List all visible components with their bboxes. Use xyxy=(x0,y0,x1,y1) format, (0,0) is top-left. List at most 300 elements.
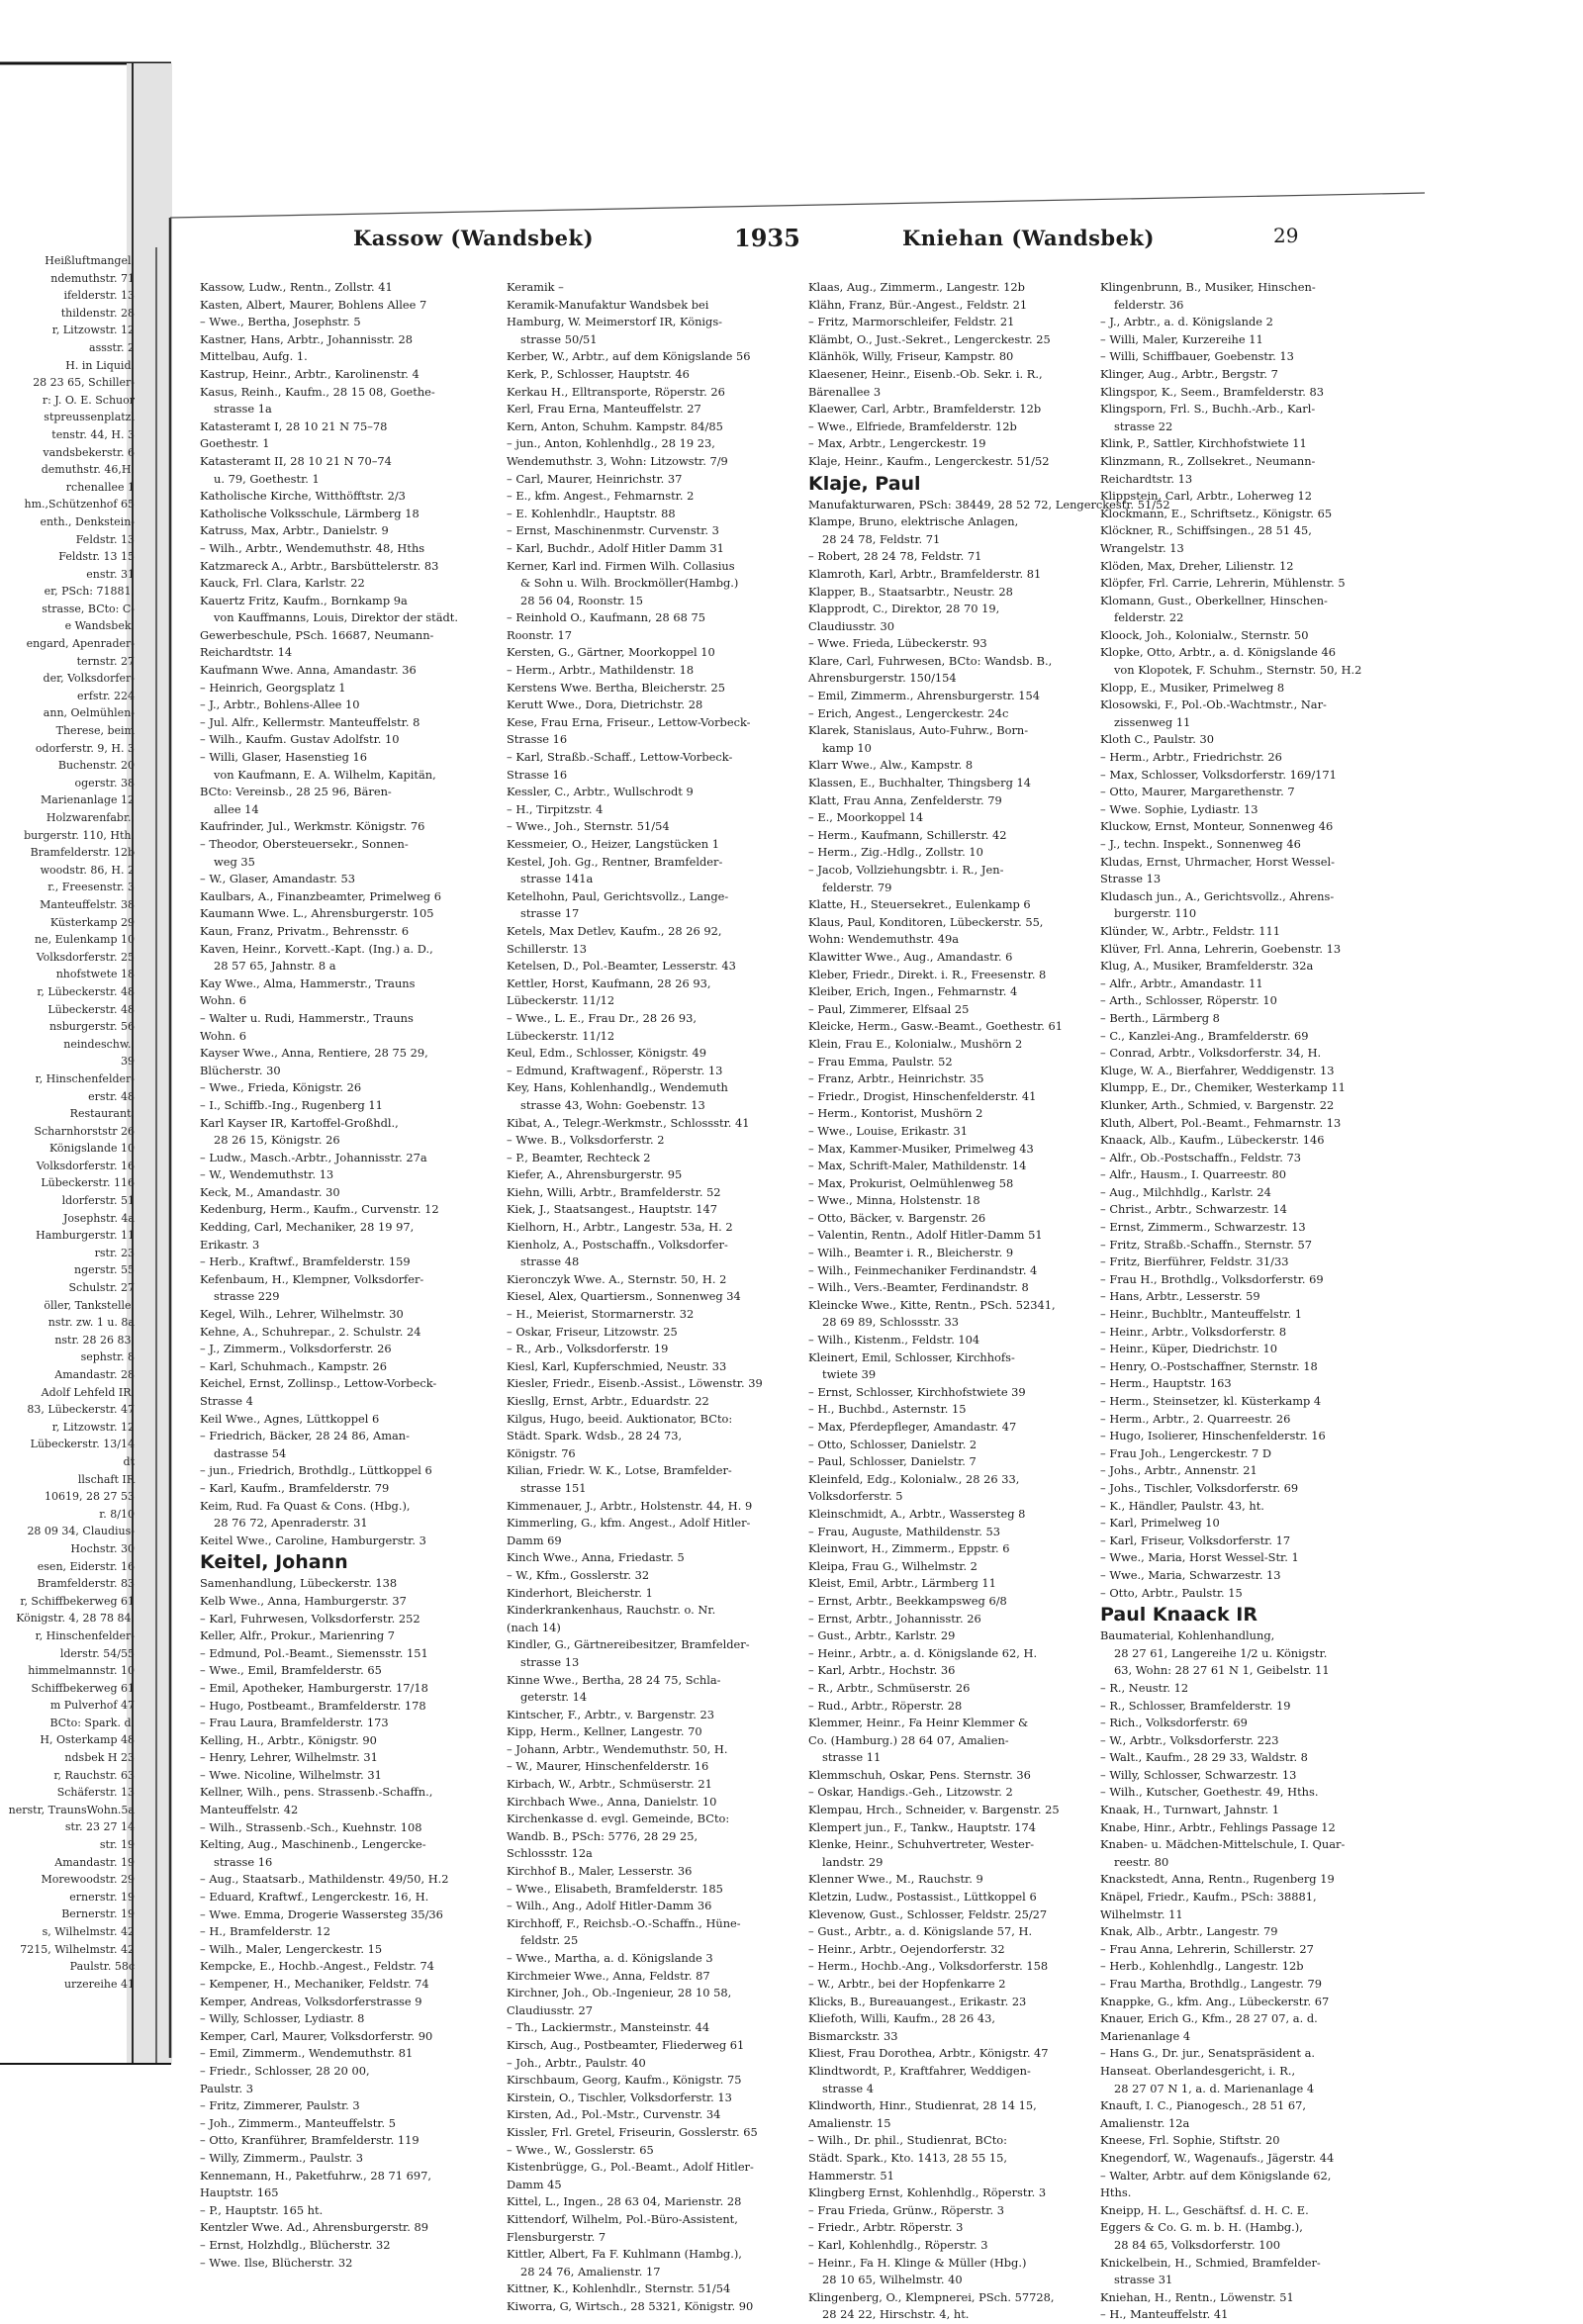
directory-entry-line: Kiesl, Karl, Kupferschmied, Neustr. 33 xyxy=(507,1358,727,1373)
directory-entry-line: – E., Moorkoppel 14 xyxy=(808,810,924,825)
directory-entry-line: – E. Kohlenhdlr., Hauptstr. 88 xyxy=(507,506,676,520)
fragment-line: er, PSch: 71881, xyxy=(44,585,135,599)
directory-entry-line: – Wilh., Kistenm., Feldstr. 104 xyxy=(808,1333,980,1348)
directory-entry-line: – Wilh., Dr. phil., Studienrat, BCto: xyxy=(808,2133,1008,2148)
directory-entry-line: – Herb., Kohlenhdlg., Langestr. 12b xyxy=(1100,1959,1304,1974)
directory-entry-line: – Wwe. Frieda, Lübeckerstr. 93 xyxy=(808,636,987,651)
directory-entry-line: Klaje, Heinr., Kaufm., Lengerckestr. 51/52 xyxy=(808,453,1050,468)
directory-entry-line: Roonstr. 17 xyxy=(507,627,572,642)
directory-entry-line: – Herm., Hochb.-Ang., Volksdorferstr. 158 xyxy=(808,1959,1049,1974)
directory-entry-line: Kinderhort, Bleicherstr. 1 xyxy=(507,1585,653,1600)
fragment-line: Schulstr. 27 xyxy=(68,1281,135,1295)
fragment-line: ann, Oelmühlen- xyxy=(43,706,135,720)
fragment-line: ogerstr. 38 xyxy=(74,776,135,790)
directory-entry-line: Kienholz, A., Postschaffn., Volksdorfer- xyxy=(507,1237,728,1252)
directory-entry-line: – Emil, Zimmerm., Wendemuthstr. 81 xyxy=(200,2046,414,2061)
fragment-line: Scharnhorststr 26 xyxy=(34,1124,135,1138)
directory-entry-line: Kiefer, A., Ahrensburgerstr. 95 xyxy=(507,1167,683,1182)
directory-entry-line: – Frau Joh., Lengerckestr. 7 D xyxy=(1100,1445,1272,1460)
directory-entry-line: – jun., Anton, Kohlenhdlg., 28 19 23, xyxy=(507,436,715,451)
directory-entry-line: Manufakturwaren, PSch: 38449, 28 52 72, Lengerckestr. 51/52 xyxy=(808,497,1170,511)
directory-entry-line: Kneipp, H. L., Geschäftsf. d. H. C. E. xyxy=(1100,2202,1309,2217)
directory-column-4 xyxy=(1100,279,1397,2322)
directory-entry-line: Kleinschmidt, A., Arbtr., Wassersteg 8 xyxy=(808,1506,1026,1521)
directory-entry-line: – Heinr., Fa H. Klinge & Müller (Hbg.) xyxy=(808,2255,1027,2270)
directory-entry-line: Wrangelstr. 13 xyxy=(1100,540,1184,555)
directory-entry-line: – H., Tirpitzstr. 4 xyxy=(507,801,604,816)
directory-entry-line: – Paul, Zimmerer, Elfsaal 25 xyxy=(808,1001,970,1016)
directory-entry-line: Klempau, Hrch., Schneider, v. Bargenstr. 25 xyxy=(808,1803,1060,1817)
fragment-line: ternstr. 27 xyxy=(76,654,135,668)
directory-entry-line: – Walter, Arbtr. auf dem Königslande 62, xyxy=(1100,2168,1332,2183)
directory-entry-line: Kleber, Friedr., Direkt. i. R., Freesenstr. 8 xyxy=(808,967,1047,981)
directory-entry-line: – Herb., Kraftwf., Bramfelderstr. 159 xyxy=(200,1255,411,1269)
directory-entry-line: – Herm., Arbtr., Mathildenstr. 18 xyxy=(507,663,695,678)
directory-entry-line: – Aug., Staatsarb., Mathildenstr. 49/50, H.2 xyxy=(200,1872,449,1887)
directory-entry-line: Kloth C., Paulstr. 30 xyxy=(1100,732,1214,747)
directory-entry-line: – Karl, Fuhrwesen, Volksdorferstr. 252 xyxy=(200,1611,420,1626)
fragment-line: strasse, BCto: C- xyxy=(42,602,135,615)
directory-entry-line: Damm 45 xyxy=(507,2177,562,2191)
directory-entry-line: Knegendorf, W., Wagenaufs., Jägerstr. 44 xyxy=(1100,2150,1335,2165)
directory-entry-line: Klink, P., Sattler, Kirchhofstwiete 11 xyxy=(1100,436,1307,451)
directory-entry-line: – Herm., Hauptstr. 163 xyxy=(1100,1376,1232,1391)
directory-entry-line: Kessmeier, O., Heizer, Langstücken 1 xyxy=(507,837,719,851)
directory-entry-line: – Heinr., Buchbltr., Manteuffelstr. 1 xyxy=(1100,1307,1303,1322)
fragment-line: Königstr. 4, 28 78 84, xyxy=(16,1612,135,1626)
directory-entry-line: – Willy, Schlosser, Lydiastr. 8 xyxy=(200,2011,365,2026)
fragment-line: hm.,Schützenhof 65 xyxy=(24,498,135,511)
directory-entry-line: – Fritz, Marmorschleifer, Feldstr. 21 xyxy=(808,315,1015,329)
directory-entry-line: Ketelhohn, Paul, Gerichtsvollz., Lange- xyxy=(507,888,729,903)
directory-entry-line: – Wilh., Arbtr., Wendemuthstr. 48, Hths xyxy=(200,540,425,555)
directory-entry-line: Gewerbeschule, PSch. 16687, Neumann- xyxy=(200,627,434,642)
directory-entry-line: – Ernst, Arbtr., Beekkampsweg 6/8 xyxy=(808,1593,1007,1608)
directory-entry-line: Reichardtstr. 14 xyxy=(200,645,293,660)
directory-entry-line: Hamburg, W. Meimerstorf IR, Königs- xyxy=(507,315,723,329)
directory-entry-line: – Wilh., Kutscher, Goethestr. 49, Hths. xyxy=(1100,1785,1319,1800)
directory-entry-line: Ketels, Max Detlev, Kaufm., 28 26 92, xyxy=(507,923,722,938)
directory-entry-line: – Karl, Kohlenhdlg., Röperstr. 3 xyxy=(808,2237,988,2252)
directory-entry-line: – Friedrich, Bäcker, 28 24 86, Aman- xyxy=(200,1429,410,1443)
fragment-line: 7215, Wilhelmstr. 42 xyxy=(20,1942,135,1956)
directory-entry-line: Kelting, Aug., Maschinenb., Lengercke- xyxy=(200,1837,426,1852)
header-year: 1935 xyxy=(734,224,800,252)
fragment-line: rstr. 23 xyxy=(94,1246,135,1259)
fragment-line: r, Hinschenfelder- xyxy=(35,1628,135,1642)
fragment-line: Feldstr. 13 xyxy=(75,532,135,546)
fragment-line: nstr. 28 26 83, xyxy=(54,1333,135,1347)
fragment-line: r, Litzowstr. 12 xyxy=(51,324,135,337)
directory-entry-line: strasse 48 xyxy=(520,1255,580,1269)
directory-entry-line: – Wilh., Kaufm. Gustav Adolfstr. 10 xyxy=(200,732,400,747)
fragment-line: r, Lübeckerstr. 48 xyxy=(37,984,135,998)
directory-entry-line: Kelling, H., Arbtr., Königstr. 90 xyxy=(200,1732,377,1747)
directory-entry-line: Kirbach, W., Arbtr., Schmüserstr. 21 xyxy=(507,1777,712,1792)
directory-entry-line: Klänhök, Willy, Friseur, Kampstr. 80 xyxy=(808,349,1014,364)
directory-entry-line: – Otto, Arbtr., Paulstr. 15 xyxy=(1100,1585,1243,1600)
directory-entry-line: strasse 141a xyxy=(520,872,594,886)
directory-entry-line: Kindler, G., Gärtnereibesitzer, Bramfelder- xyxy=(507,1637,750,1652)
directory-entry-line: strasse 17 xyxy=(520,906,580,921)
fragment-line: str. 19 xyxy=(99,1838,135,1852)
directory-entry-line: Königstr. 76 xyxy=(507,1445,576,1460)
directory-entry-line: Knackstedt, Anna, Rentn., Rugenberg 19 xyxy=(1100,1872,1335,1887)
directory-entry-line: – J., Arbtr., a. d. Königslande 2 xyxy=(1100,315,1273,329)
directory-entry-line: – Herm., Kontorist, Mushörn 2 xyxy=(808,1106,983,1121)
directory-entry-line: – Oskar, Friseur, Litzowstr. 25 xyxy=(507,1324,678,1339)
directory-entry-line: Klaewer, Carl, Arbtr., Bramfelderstr. 12b xyxy=(808,402,1042,417)
fragment-line: s, Wilhelmstr. 42 xyxy=(42,1925,135,1938)
directory-entry-line: – Otto, Kranführer, Bramfelderstr. 119 xyxy=(200,2133,419,2148)
directory-entry-line: – Otto, Schlosser, Danielstr. 2 xyxy=(808,1437,978,1451)
directory-entry-line: Lübeckerstr. 11/12 xyxy=(507,1028,615,1043)
directory-entry-line: – Herm., Arbtr., Friedrichstr. 26 xyxy=(1100,750,1282,765)
directory-entry-line: Kasus, Reinh., Kaufm., 28 15 08, Goethe- xyxy=(200,384,435,399)
directory-entry-line: Klassen, E., Buchhalter, Thingsberg 14 xyxy=(808,776,1032,790)
directory-entry-line: Lübeckerstr. 11/12 xyxy=(507,993,615,1008)
directory-entry-line: – Wilh., Vers.-Beamter, Ferdinandstr. 8 xyxy=(808,1280,1029,1295)
directory-entry-line: – Max, Schrift-Maler, Mathildenstr. 14 xyxy=(808,1159,1027,1173)
directory-entry-line: Kiesllg, Ernst, Arbtr., Eduardstr. 22 xyxy=(507,1394,709,1408)
directory-entry-line: Kirchenkasse d. evgl. Gemeinde, BCto: xyxy=(507,1812,730,1826)
directory-entry-line: – jun., Friedrich, Brothdlg., Lüttkoppel 6 xyxy=(200,1463,432,1478)
fragment-line: r, Rauchstr. 63 xyxy=(53,1768,135,1782)
directory-entry-line: – Willi, Glaser, Hasenstieg 16 xyxy=(200,750,368,765)
fragment-line: Restaurant, xyxy=(69,1107,135,1121)
directory-entry-line: Kluge, W. A., Bierfahrer, Weddigenstr. 13 xyxy=(1100,1063,1335,1077)
directory-entry-line: – H., Bramfelderstr. 12 xyxy=(200,1924,330,1939)
directory-entry-line: dastrasse 54 xyxy=(214,1445,287,1460)
directory-entry-line: – I., Schiffb.-Ing., Rugenberg 11 xyxy=(200,1097,383,1112)
directory-entry-line: Knappke, G., kfm. Ang., Lübeckerstr. 67 xyxy=(1100,1994,1330,2008)
directory-entry-line: – Johann, Arbtr., Wendemuthstr. 50, H. xyxy=(507,1741,728,1756)
fragment-line: neindeschw., xyxy=(63,1037,135,1051)
directory-entry-line: – H., Meierist, Stormarnerstr. 32 xyxy=(507,1307,695,1322)
directory-entry-line: – H., Manteuffelstr. 41 xyxy=(1100,2307,1229,2322)
directory-entry-line: Kerutt Wwe., Dora, Dietrichstr. 28 xyxy=(507,697,703,712)
directory-entry-line: – Wwe. Ilse, Blücherstr. 32 xyxy=(200,2255,353,2270)
directory-entry-line: Klevenow, Gust., Schlosser, Feldstr. 25/27 xyxy=(808,1906,1048,1921)
directory-entry-line: Kiworra, G, Wirtsch., 28 5321, Königstr. 90 xyxy=(507,2298,754,2313)
directory-entry-line: Klöpfer, Frl. Carrie, Lehrerin, Mühlenstr. 5 xyxy=(1100,576,1346,591)
fragment-line: 39 xyxy=(121,1055,135,1069)
directory-entry-line: Kelb Wwe., Anna, Hamburgerstr. 37 xyxy=(200,1593,407,1608)
directory-entry-line: Kittner, K., Kohlenhdlr., Sternstr. 51/54 xyxy=(507,2281,731,2296)
fragment-line: Holzwarenfabr., xyxy=(46,811,135,824)
directory-entry-line: Baumaterial, Kohlenhandlung, xyxy=(1100,1628,1275,1643)
directory-entry-line: 28 26 15, Königstr. 26 xyxy=(214,1133,340,1148)
directory-entry-line: Kneese, Frl. Sophie, Stiftstr. 20 xyxy=(1100,2133,1280,2148)
fragment-line: himmelmannstr. 10 xyxy=(28,1664,135,1678)
directory-entry-line: Knauer, Erich G., Kfm., 28 27 07, a. d. xyxy=(1100,2011,1318,2026)
directory-entry-line: – Willy, Zimmerm., Paulstr. 3 xyxy=(200,2150,363,2165)
directory-entry-line: – Frau, Auguste, Mathildenstr. 53 xyxy=(808,1524,1001,1538)
fragment-line: thildenstr. 28 xyxy=(60,306,135,320)
directory-entry-line: – W., Glaser, Amandastr. 53 xyxy=(200,872,356,886)
directory-entry-line: – W., Arbtr., bei der Hopfenkarre 2 xyxy=(808,1977,1006,1991)
directory-entry-line: – Jul. Alfr., Kellermstr. Manteuffelstr. 8 xyxy=(200,714,420,729)
directory-entry-line: – Frau Emma, Paulstr. 52 xyxy=(808,1054,953,1069)
fragment-line: urzereihe 41 xyxy=(63,1977,135,1991)
directory-entry-line: Damm 69 xyxy=(507,1533,562,1547)
directory-entry-line: Kirsch, Aug., Postbeamter, Fliederweg 61 xyxy=(507,2037,745,2052)
directory-entry-line: BCto: Vereinsb., 28 25 96, Bären- xyxy=(200,785,392,799)
directory-entry-line: – K., Händler, Paulstr. 43, ht. xyxy=(1100,1498,1264,1513)
directory-entry-line: von Kaufmann, E. A. Wilhelm, Kapitän, xyxy=(214,767,436,782)
directory-entry-line: Kinch Wwe., Anna, Friedastr. 5 xyxy=(507,1550,685,1565)
directory-entry-line: Kirchner, Joh., Ob.-Ingenieur, 28 10 58, xyxy=(507,1986,732,2000)
directory-entry-line: Kibat, A., Telegr.-Werkmstr., Schlossstr. 41 xyxy=(507,1115,750,1130)
previous-page-fragment xyxy=(0,252,148,2043)
directory-entry-line: – Wilh., Maler, Lengerckestr. 15 xyxy=(200,1941,383,1956)
directory-entry-line: Kefenbaum, H., Klempner, Volksdorfer- xyxy=(200,1271,424,1286)
directory-entry-line: Kaulbars, A., Finanzbeamter, Primelweg 6 xyxy=(200,888,441,903)
directory-entry-line: Kersten, G., Gärtner, Moorkoppel 10 xyxy=(507,645,715,660)
directory-entry-line: Kluth, Albert, Pol.-Beamt., Fehmarnstr. 13 xyxy=(1100,1115,1342,1130)
directory-entry-line: – J., Zimmerm., Volksdorferstr. 26 xyxy=(200,1342,392,1356)
directory-entry-line: – Heinr., Arbtr., a. d. Königslande 62, H. xyxy=(808,1645,1038,1660)
directory-entry-line: Kilgus, Hugo, beeid. Auktionator, BCto: xyxy=(507,1411,733,1426)
directory-entry-line: Klaesener, Heinr., Eisenb.-Ob. Sekr. i. R., xyxy=(808,366,1043,381)
directory-entry-line: felderstr. 36 xyxy=(1114,297,1184,312)
fragment-line: r, Hinschenfelder- xyxy=(35,1071,135,1085)
directory-entry-line: – Fritz, Bierführer, Feldstr. 31/33 xyxy=(1100,1255,1289,1269)
directory-entry-line: Strasse 16 xyxy=(507,767,568,782)
directory-entry-line: – Theodor, Obersteuersekr., Sonnen- xyxy=(200,837,409,851)
directory-entry-line: Samenhandlung, Lübeckerstr. 138 xyxy=(200,1576,398,1591)
fragment-line: llschaft IR xyxy=(77,1472,135,1486)
directory-entry-line: – Kempener, H., Mechaniker, Feldstr. 74 xyxy=(200,1977,429,1991)
directory-entry-line: strasse 11 xyxy=(822,1750,882,1765)
directory-entry-line: Wendemuthstr. 3, Wohn: Litzowstr. 7/9 xyxy=(507,453,728,468)
directory-entry-line: – Wwe., Frieda, Königstr. 26 xyxy=(200,1080,362,1095)
directory-entry-line: Knäpel, Friedr., Kaufm., PSch: 38881, xyxy=(1100,1890,1317,1905)
directory-entry-line: – Henry, O.-Postschaffner, Sternstr. 18 xyxy=(1100,1358,1318,1373)
directory-entry-line: – Christ., Arbtr., Schwarzestr. 14 xyxy=(1100,1202,1287,1217)
fragment-line: engard, Apenrader- xyxy=(26,637,135,651)
directory-entry-line: Kay Wwe., Alma, Hammerstr., Trauns xyxy=(200,976,416,990)
fragment-line: ndemuthstr. 71 xyxy=(50,271,135,285)
fragment-line: H. in Liquid. xyxy=(65,358,135,372)
directory-entry-line: – Max, Arbtr., Lengerckestr. 19 xyxy=(808,436,986,451)
directory-entry-line: – Emil, Apotheker, Hamburgerstr. 17/18 xyxy=(200,1680,428,1695)
directory-entry-line: Kaumann Wwe. L., Ahrensburgerstr. 105 xyxy=(200,906,434,921)
directory-entry-line: Klippstein, Carl, Arbtr., Loherweg 12 xyxy=(1100,489,1313,504)
directory-entry-line: Städt. Spark. Wdsb., 28 24 73, xyxy=(507,1429,683,1443)
directory-entry-line: Kellner, Wilh., pens. Strassenb.-Schaffn., xyxy=(200,1785,433,1800)
directory-entry-line: – Frau Anna, Lehrerin, Schillerstr. 27 xyxy=(1100,1941,1314,1956)
directory-entry-line: – J., techn. Inspekt., Sonnenweg 46 xyxy=(1100,837,1301,851)
fragment-line: ldorferstr. 51 xyxy=(61,1194,135,1208)
directory-column-2 xyxy=(507,279,793,2313)
fragment-line: burgerstr. 110, Hth. xyxy=(24,828,135,842)
fragment-line: nsburgerstr. 56 xyxy=(48,1020,135,1034)
directory-entry-line: Klaas, Aug., Zimmerm., Langestr. 12b xyxy=(808,280,1025,294)
directory-entry-line: Katruss, Max, Arbtr., Danielstr. 9 xyxy=(200,523,389,538)
directory-entry-line: – Franz, Arbtr., Heinrichstr. 35 xyxy=(808,1071,984,1086)
fragment-line: r: J. O. E. Schuor xyxy=(42,393,135,407)
fragment-line: Volksdorferstr. 16 xyxy=(36,1159,135,1172)
directory-entry-line: Knabe, Hinr., Arbtr., Fehlings Passage 12 xyxy=(1100,1819,1336,1834)
directory-entry-line: Knaack, Alb., Kaufm., Lübeckerstr. 146 xyxy=(1100,1133,1325,1148)
directory-entry-line: Bismarckstr. 33 xyxy=(808,2028,898,2043)
directory-entry-line: Kleinwort, H., Zimmerm., Eppstr. 6 xyxy=(808,1541,1010,1556)
directory-entry-line: – Hugo, Postbeamt., Bramfelderstr. 178 xyxy=(200,1698,426,1713)
directory-entry-line: Claudiusstr. 30 xyxy=(808,618,894,633)
directory-entry-line: Klein, Frau E., Kolonialw., Mushörn 2 xyxy=(808,1036,1023,1051)
directory-entry-line: Kieronczyk Wwe. A., Sternstr. 50, H. 2 xyxy=(507,1271,727,1286)
directory-entry-line: Schlossstr. 12a xyxy=(507,1846,593,1861)
directory-entry-line: Klüver, Frl. Anna, Lehrerin, Goebenstr. 13 xyxy=(1100,941,1342,956)
directory-entry-line: Hanseat. Oberlandesgericht, i. R., xyxy=(1100,2063,1296,2078)
directory-entry-line: Kedenburg, Herm., Kaufm., Curvenstr. 12 xyxy=(200,1202,439,1217)
directory-entry-line: – Hans, Arbtr., Lesserstr. 59 xyxy=(1100,1289,1260,1304)
directory-entry-line: Klenke, Heinr., Schuhvertreter, Wester- xyxy=(808,1837,1035,1852)
directory-entry-line: Kentzler Wwe. Ad., Ahrensburgerstr. 89 xyxy=(200,2220,428,2235)
directory-entry-line: – R., Arb., Volksdorferstr. 19 xyxy=(507,1342,669,1356)
directory-entry-line: – Aug., Milchhdlg., Karlstr. 24 xyxy=(1100,1184,1271,1199)
directory-entry-line: Klemmschuh, Oskar, Pens. Sternstr. 36 xyxy=(808,1767,1031,1782)
fragment-line: 28 09 34, Claudius- xyxy=(27,1525,135,1538)
directory-entry-line: – Ernst, Arbtr., Johannisstr. 26 xyxy=(808,1611,981,1626)
directory-entry-line: Hths. xyxy=(1100,2185,1132,2200)
directory-entry-line: – Max, Schlosser, Volksdorferstr. 169/171 xyxy=(1100,767,1337,782)
directory-entry-line: 28 24 76, Amalienstr. 17 xyxy=(520,2264,661,2278)
directory-entry-line: Kludas, Ernst, Uhrmacher, Horst Wessel- xyxy=(1100,854,1336,869)
directory-entry-line: – Max, Pferdepfleger, Amandastr. 47 xyxy=(808,1420,1017,1434)
fragment-line: Hamburgerstr. 11 xyxy=(36,1229,135,1243)
directory-entry-line: – Heinrich, Georgsplatz 1 xyxy=(200,680,346,695)
directory-entry-line: Keichel, Ernst, Zollinsp., Lettow-Vorbeck- xyxy=(200,1376,437,1391)
fragment-line: Amandastr. 28 xyxy=(54,1368,135,1381)
directory-entry-line: – W., Maurer, Hinschenfelderstr. 16 xyxy=(507,1759,709,1774)
directory-entry-line: Keil Wwe., Agnes, Lüttkoppel 6 xyxy=(200,1411,380,1426)
directory-entry-line: Kedding, Carl, Mechaniker, 28 19 97, xyxy=(200,1220,415,1235)
directory-entry-line: 28 84 65, Volksdorferstr. 100 xyxy=(1114,2237,1280,2252)
fragment-line: lderstr. 54/55 xyxy=(59,1646,135,1660)
directory-entry-line: – Arth., Schlosser, Röperstr. 10 xyxy=(1100,993,1277,1008)
directory-entry-line: 28 10 65, Wilhelmstr. 40 xyxy=(822,2273,963,2287)
fragment-line: Feldstr. 13 15 xyxy=(58,550,135,564)
directory-entry-line: Klare, Carl, Fuhrwesen, BCto: Wandsb. B., xyxy=(808,653,1053,668)
fragment-line: r, Litzowstr. 12 xyxy=(51,1420,135,1434)
fragment-line: Schiffbekerweg 61 xyxy=(31,1681,135,1695)
directory-entry-line: Klug, A., Musiker, Bramfelderstr. 32a xyxy=(1100,959,1314,974)
fragment-line: woodstr. 86, H. 2 xyxy=(40,863,135,877)
directory-entry-line: – Berth., Lärmberg 8 xyxy=(1100,1010,1220,1025)
directory-entry-line: Klunker, Arth., Schmied, v. Bargenstr. 22 xyxy=(1100,1097,1335,1112)
fragment-line: stpreussenplatzl xyxy=(44,411,135,424)
fragment-line: H, Osterkamp 48 xyxy=(40,1733,135,1747)
directory-entry-line: twiete 39 xyxy=(822,1367,877,1382)
directory-entry-line: Volksdorferstr. 5 xyxy=(808,1489,903,1504)
directory-entry-line: – Wwe., Louise, Erikastr. 31 xyxy=(808,1123,969,1138)
directory-page xyxy=(170,188,1427,2322)
directory-entry-line: kamp 10 xyxy=(822,740,872,755)
fragment-line: ngerstr. 55 xyxy=(74,1263,135,1277)
directory-entry-line: Knauft, I. C., Pianogesch., 28 51 67, xyxy=(1100,2098,1307,2113)
fragment-line: odorferstr. 9, H. 3 xyxy=(35,741,135,755)
directory-entry-line: Kittendorf, Wilhelm, Pol.-Büro-Assistent, xyxy=(507,2211,738,2226)
directory-entry-line: Eggers & Co. G. m. b. H. (Hambg.), xyxy=(1100,2220,1303,2235)
directory-entry-line: 63, Wohn: 28 27 61 N 1, Geibelstr. 11 xyxy=(1114,1663,1330,1678)
directory-entry-line: – Karl, Buchdr., Adolf Hitler Damm 31 xyxy=(507,540,724,555)
directory-entry-line: Keim, Rud. Fa Quast & Cons. (Hbg.), xyxy=(200,1498,411,1513)
directory-entry-line: u. 79, Goethestr. 1 xyxy=(214,471,320,486)
directory-entry-line: Wohn. 6 xyxy=(200,993,246,1008)
directory-entry-line: – Willi, Schiffbauer, Goebenstr. 13 xyxy=(1100,349,1294,364)
directory-entry-line: Kempcke, E., Hochb.-Angest., Feldstr. 74 xyxy=(200,1959,434,1974)
directory-entry-line: – Wwe., Minna, Holstenstr. 18 xyxy=(808,1193,980,1208)
fragment-line: tenstr. 44, H. 3 xyxy=(51,427,135,441)
fragment-line: Lübeckerstr. 13/14 xyxy=(30,1438,135,1451)
directory-entry-line: – Heinr., Arbtr., Oejendorferstr. 32 xyxy=(808,1941,1005,1956)
directory-entry-line: – Wilh., Beamter i. R., Bleicherstr. 9 xyxy=(808,1246,1014,1260)
directory-entry-line: feldstr. 25 xyxy=(520,1933,579,1948)
directory-entry-line: Klatt, Frau Anna, Zenfelderstr. 79 xyxy=(808,792,1002,807)
directory-entry-line: Keitel, Johann xyxy=(200,1551,348,1574)
fragment-line: Hochstr. 30 xyxy=(70,1541,135,1555)
directory-entry-line: – Rich., Volksdorferstr. 69 xyxy=(1100,1716,1248,1730)
directory-entry-line: Keck, M., Amandastr. 30 xyxy=(200,1184,340,1199)
directory-entry-line: – Ernst, Zimmerm., Schwarzestr. 13 xyxy=(1100,1220,1306,1235)
directory-entry-line: – Alfr., Arbtr., Amandastr. 11 xyxy=(1100,976,1263,990)
directory-entry-line: 28 24 22, Hirschstr. 4, ht. xyxy=(822,2307,970,2322)
directory-entry-line: – Ernst, Schlosser, Kirchhofstwiete 39 xyxy=(808,1384,1026,1399)
directory-entry-line: Flensburgerstr. 7 xyxy=(507,2229,606,2244)
directory-entry-line: Klingspor, K., Seem., Bramfelderstr. 83 xyxy=(1100,384,1325,399)
directory-entry-line: – Edmund, Kraftwagenf., Röperstr. 13 xyxy=(507,1063,723,1077)
fragment-line: enth., Denkstein- xyxy=(40,514,135,528)
directory-entry-line: strasse 43, Wohn: Goebenstr. 13 xyxy=(520,1097,705,1112)
fragment-line: Volksdorferstr. 25 xyxy=(36,950,135,964)
directory-entry-line: Klindtwordt, P., Kraftfahrer, Weddigen- xyxy=(808,2063,1031,2078)
directory-entry-line: Blücherstr. 30 xyxy=(200,1063,281,1077)
directory-entry-line: Klingberg Ernst, Kohlenhdlg., Röperstr. 3 xyxy=(808,2185,1047,2200)
directory-entry-line: – Wwe., Emil, Bramfelderstr. 65 xyxy=(200,1663,382,1678)
directory-entry-line: Key, Hans, Kohlenhandlg., Wendemuth xyxy=(507,1080,728,1095)
directory-entry-line: Kiek, J., Staatsangest., Hauptstr. 147 xyxy=(507,1202,717,1217)
directory-entry-line: Knak, Alb., Arbtr., Langestr. 79 xyxy=(1100,1924,1278,1939)
fragment-line: Bramfelderstr. 12b xyxy=(30,846,135,860)
fragment-line: Josephstr. 4a xyxy=(63,1211,135,1225)
directory-entry-line: – Hans G., Dr. jur., Senatspräsident a. xyxy=(1100,2046,1315,2061)
directory-entry-line: Klapprodt, C., Direktor, 28 70 19, xyxy=(808,602,1000,616)
fragment-line: Manteuffelstr. 38 xyxy=(40,897,135,911)
directory-entry-line: Kleinfeld, Edg., Kolonialw., 28 26 33, xyxy=(808,1471,1020,1486)
directory-entry-line: Kaufmann Wwe. Anna, Amandastr. 36 xyxy=(200,663,417,678)
directory-entry-line: weg 35 xyxy=(214,854,255,869)
fragment-line: BCto: Spark. d. xyxy=(49,1716,135,1729)
directory-entry-line: Manteuffelstr. 42 xyxy=(200,1803,299,1817)
fragment-line: Königslande 10 xyxy=(48,1142,135,1156)
directory-entry-line: Ketelsen, D., Pol.-Beamter, Lesserstr. 43 xyxy=(507,959,736,974)
directory-entry-line: Klöden, Max, Dreher, Lilienstr. 12 xyxy=(1100,558,1294,573)
fragment-line: 28 23 65, Schiller- xyxy=(33,376,135,390)
directory-entry-line: – Ernst, Holzhdlg., Blücherstr. 32 xyxy=(200,2237,391,2252)
directory-entry-line: – Frau Laura, Bramfelderstr. 173 xyxy=(200,1716,389,1730)
directory-entry-line: strasse 151 xyxy=(520,1480,587,1495)
fragment-line: ifelderstr. 13 xyxy=(63,289,135,303)
directory-entry-line: Kletzin, Ludw., Postassist., Lüttkoppel 6 xyxy=(808,1890,1037,1905)
directory-entry-line: – Karl, Straßb.-Schaff., Lettow-Vorbeck- xyxy=(507,750,733,765)
directory-entry-line: Klarr Wwe., Alw., Kampstr. 8 xyxy=(808,758,974,773)
directory-entry-line: Schillerstr. 13 xyxy=(507,941,587,956)
directory-entry-line: Klopp, E., Musiker, Primelweg 8 xyxy=(1100,680,1285,695)
directory-entry-line: – Karl, Schuhmach., Kampstr. 26 xyxy=(200,1358,388,1373)
fragment-line: r., Freesenstr. 3 xyxy=(47,881,135,894)
